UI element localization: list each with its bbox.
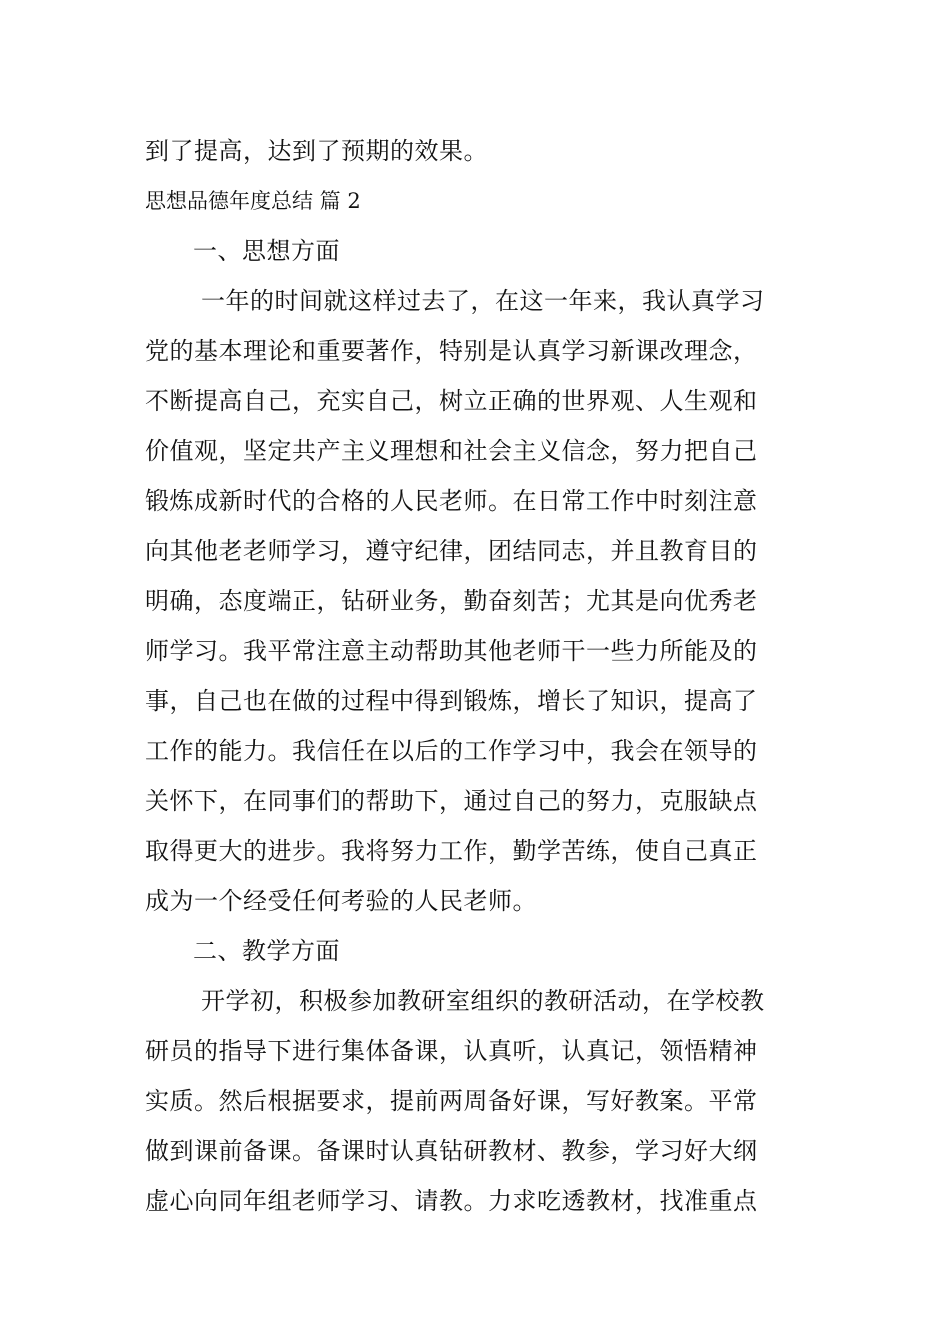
text-line: 取得更大的进步。我将努力工作，勤学苦练，使自己真正 bbox=[145, 837, 758, 865]
text-line: 不断提高自己，充实自己，树立正确的世界观、人生观和 bbox=[145, 387, 758, 415]
text-line: 到了提高，达到了预期的效果。 bbox=[145, 137, 488, 165]
text-line: 工作的能力。我信任在以后的工作学习中，我会在领导的 bbox=[145, 737, 758, 765]
text-line: 研员的指导下进行集体备课，认真听，认真记，领悟精神 bbox=[145, 1037, 758, 1065]
section-title: 思想品德年度总结 篇 2 bbox=[145, 189, 361, 213]
paragraph-first-line: 开学初，积极参加教研室组织的教研活动，在学校教 bbox=[201, 987, 765, 1015]
text-line: 价值观，坚定共产主义理想和社会主义信念，努力把自己 bbox=[145, 437, 758, 465]
paragraph-first-line: 一年的时间就这样过去了，在这一年来，我认真学习 bbox=[201, 287, 765, 315]
text-line: 关怀下，在同事们的帮助下，通过自己的努力，克服缺点 bbox=[145, 787, 758, 815]
section-heading: 一、思想方面 bbox=[193, 237, 340, 265]
text-line: 锻炼成新时代的合格的人民老师。在日常工作中时刻注意 bbox=[145, 487, 758, 515]
text-line: 虚心向同年组老师学习、请教。力求吃透教材，找准重点 bbox=[145, 1187, 758, 1215]
text-line: 师学习。我平常注意主动帮助其他老师干一些力所能及的 bbox=[145, 637, 758, 665]
text-line: 成为一个经受任何考验的人民老师。 bbox=[145, 887, 537, 915]
text-line: 向其他老老师学习，遵守纪律，团结同志，并且教育目的 bbox=[145, 537, 758, 565]
text-line: 做到课前备课。备课时认真钻研教材、教参，学习好大纲 bbox=[145, 1137, 758, 1165]
text-line: 实质。然后根据要求，提前两周备好课，写好教案。平常 bbox=[145, 1087, 758, 1115]
text-line: 事，自己也在做的过程中得到锻炼，增长了知识，提高了 bbox=[145, 687, 758, 715]
text-line: 明确，态度端正，钻研业务，勤奋刻苦；尤其是向优秀老 bbox=[145, 587, 758, 615]
section-heading: 二、教学方面 bbox=[193, 937, 340, 965]
document-page bbox=[145, 126, 810, 1226]
text-line: 党的基本理论和重要著作，特别是认真学习新课改理念， bbox=[145, 337, 758, 365]
